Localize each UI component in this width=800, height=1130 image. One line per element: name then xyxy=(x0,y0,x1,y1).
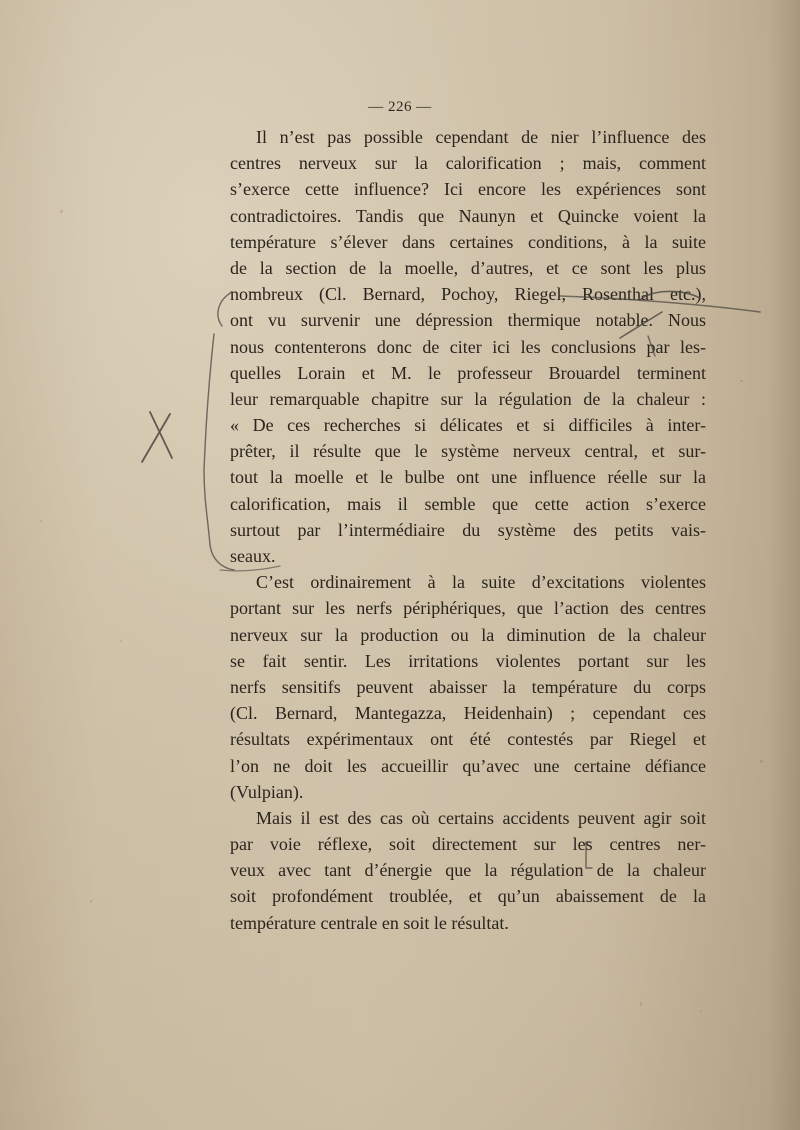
text-line: se fait sentir. Les irritations violentes portant sur les xyxy=(230,650,706,671)
text-line: contradictoires. Tandis que Naunyn et Quincke voient la xyxy=(230,205,706,226)
text-line: veux avec tant d’énergie que la régulation de la chaleur xyxy=(230,860,706,881)
text-line: l’on ne doit les accueillir qu’avec une certaine défiance xyxy=(230,755,706,776)
text-line: température s’élever dans certaines conditions, à la suite xyxy=(230,231,706,252)
text-line: soit profondément troublée, et qu’un abaissement de la xyxy=(230,886,706,907)
text-line: seaux. xyxy=(230,546,276,566)
text-line: température centrale en soit le résultat. xyxy=(230,912,509,933)
text-line: (Vulpian). xyxy=(230,781,304,802)
text-line: nerfs sensitifs peuvent abaisser la température du corps xyxy=(230,676,706,697)
text-line: calorification, mais il semble que cette action s’exerce xyxy=(230,493,706,514)
text-line: C’est ordinairement à la suite d’excitations violentes xyxy=(256,572,706,593)
text-line: leur remarquable chapitre sur la régulation de la chaleur : xyxy=(230,388,706,409)
margin-cross-mark xyxy=(142,412,172,462)
text-line: résultats expérimentaux ont été contestés par Riegel et xyxy=(230,729,706,750)
text-line: Il n’est pas possible cependant de nier l’influence des xyxy=(256,127,706,147)
text-line: portant sur les nerfs périphériques, que l’action des centres xyxy=(230,598,706,619)
page-number: — 226 — xyxy=(368,99,432,115)
text-line: Mais il est des cas où certains accidents peuvent agir soit xyxy=(256,807,706,828)
text-line: prêter, il résulte que le système nerveux central, et sur- xyxy=(230,441,706,462)
text-line: nerveux sur la production ou la diminution de la chaleur xyxy=(230,624,706,645)
text-line: surtout par l’intermédiaire du système des petits vais- xyxy=(230,519,706,540)
text-line: (Cl. Bernard, Mantegazza, Heidenhain) ; cependant ces xyxy=(230,703,706,724)
text-line: de la section de la moelle, d’autres, et ce sont les plus xyxy=(230,257,706,278)
text-line: quelles Lorain et M. le professeur Brouardel terminent xyxy=(230,362,706,383)
text-line: tout la moelle et le bulbe ont une influence réelle sur la xyxy=(230,467,706,488)
text-line: s’exerce cette influence? Ici encore les expériences sont xyxy=(230,179,706,200)
text-line: centres nerveux sur la calorification ; mais, comment xyxy=(230,153,706,174)
text-line: nous contenterons donc de citer ici les conclusions par les- xyxy=(230,336,706,357)
body-text xyxy=(230,124,706,936)
text-line: ont vu survenir une dépression thermique notable. Nous xyxy=(230,310,706,331)
text-line: nombreux (Cl. Bernard, Pochoy, Riegel, Rosenthal etc.), xyxy=(230,284,706,305)
text-line: « De ces recherches si délicates et si difficiles à inter- xyxy=(230,415,706,436)
text-line: par voie réflexe, soit directement sur les centres ner- xyxy=(230,834,706,855)
